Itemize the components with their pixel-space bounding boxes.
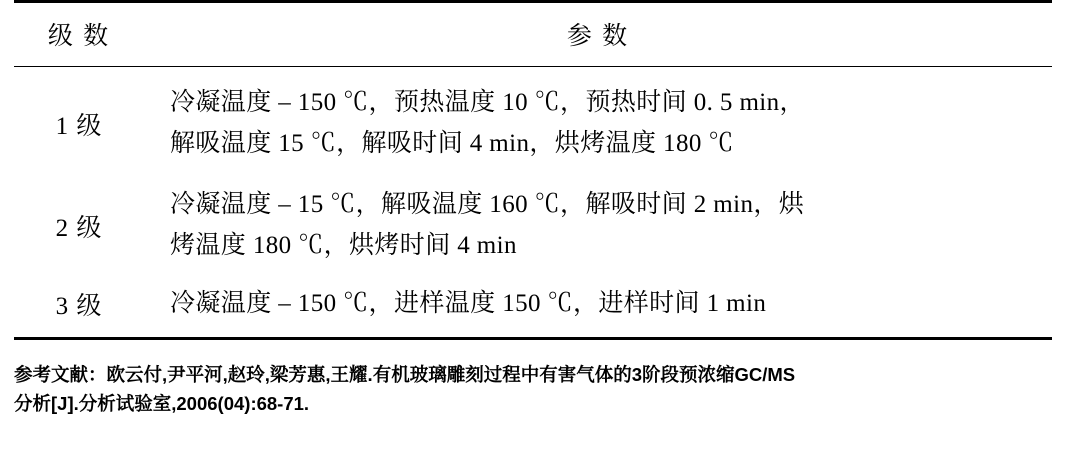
column-header-level: 级 数 — [47, 23, 111, 50]
table-row — [14, 274, 1052, 337]
table-row — [14, 172, 1052, 274]
parameters-table — [14, 0, 1052, 337]
table-body — [14, 67, 1052, 337]
cell-param-1 — [144, 67, 1052, 173]
cell-param-2 — [144, 172, 1052, 274]
cell-level-1: 1 级 — [55, 112, 103, 140]
reference-line: 参考文献：欧云付,尹平河,赵玲,梁芳惠,王耀.有机玻璃雕刻过程中有害气体的3阶段预浓缩GC/MS — [14, 363, 796, 385]
table-row — [14, 67, 1052, 173]
param-line: 冷凝温度 – 150 ℃，进样温度 150 ℃，进样时间 1 min — [170, 290, 767, 317]
param-line: 冷凝温度 – 150 ℃，预热温度 10 ℃，预热时间 0. 5 min， — [170, 89, 805, 116]
cell-param-3 — [144, 274, 1052, 337]
reference-block — [14, 360, 1040, 420]
column-header-param: 参 数 — [566, 23, 630, 50]
param-line: 冷凝温度 – 15 ℃，解吸温度 160 ℃，解吸时间 2 min，烘 — [170, 191, 805, 218]
cell-level-3: 3 级 — [55, 293, 103, 321]
spacer — [14, 340, 1052, 344]
cell-level-2: 2 级 — [55, 214, 103, 242]
table-header — [14, 2, 1052, 67]
reference-line: 分析[J].分析试验室,2006(04):68-71. — [14, 393, 310, 415]
table-header-row — [14, 2, 1052, 67]
param-line: 解吸温度 15 ℃，解吸时间 4 min，烘烤温度 180 ℃ — [170, 129, 734, 157]
param-line: 烤温度 180 ℃，烘烤时间 4 min — [170, 231, 517, 259]
